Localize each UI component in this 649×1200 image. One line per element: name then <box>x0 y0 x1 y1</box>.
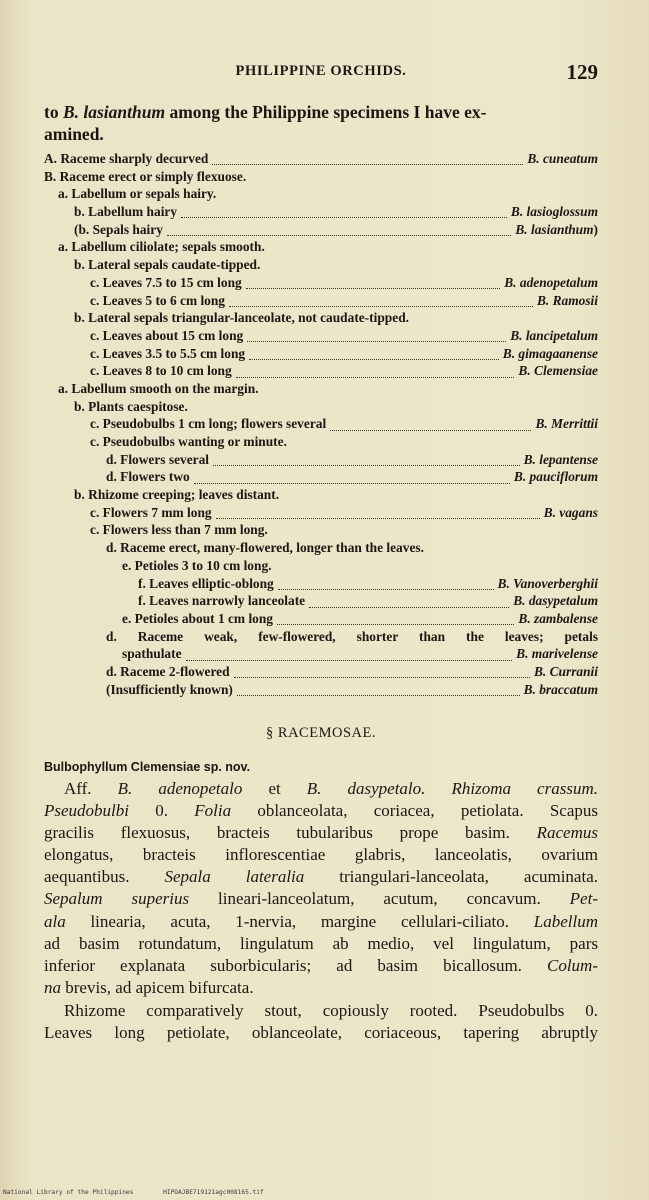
key-heading-text: b. Rhizome creeping; leaves distant. <box>74 487 280 503</box>
key-line <box>44 346 598 364</box>
dot-leader <box>186 650 513 661</box>
key-couplet-text: A. Raceme sharply decurved <box>44 151 209 166</box>
key-couplet-text: c. Flowers 7 mm long <box>90 504 212 520</box>
latin-line: Sepalum superius lineari-lanceolatum, acutum, concavum. Pet- <box>44 889 598 909</box>
dot-leader <box>249 349 499 360</box>
key-species-result: B. marivelense <box>516 646 598 662</box>
page-number: 129 <box>566 60 598 84</box>
english-line: Rhizome comparatively stout, copiously rooted. Pseudobulbs 0. <box>64 1001 598 1020</box>
key-species-result: B. gimagaanense <box>502 345 598 361</box>
dot-leader <box>246 278 501 289</box>
key-species-result: B. Merrittii <box>535 416 598 432</box>
latin-line: Pseudobulbi 0. Folia oblanceolata, coriacea, petiolata. Scapus <box>44 801 598 821</box>
key-couplet-text: d. Flowers two <box>106 469 190 485</box>
key-line <box>44 629 598 647</box>
key-line <box>44 434 598 452</box>
key-line <box>44 222 598 240</box>
dot-leader <box>237 685 520 696</box>
key-heading-text: b. Lateral sepals triangular-lanceolate, not caudate-tipped. <box>74 310 409 326</box>
latin-line: na brevis, ad apicem bifurcata. <box>44 977 254 997</box>
key-line <box>44 540 598 558</box>
key-heading-text: c. Flowers less than 7 mm long. <box>90 522 268 538</box>
key-heading-text: a. Labellum ciliolate; sepals smooth. <box>58 239 265 255</box>
key-species-result: B. Vanoverberghii <box>497 575 598 591</box>
key-couplet-text: (b. Sepals hairy <box>74 221 163 237</box>
key-couplet-text: b. Labellum hairy <box>74 204 178 220</box>
key-couplet-text: c. Leaves 7.5 to 15 cm long <box>90 274 242 290</box>
dot-leader <box>277 614 514 625</box>
species-title: Bulbophyllum Clemensiae sp. nov. <box>44 760 251 774</box>
key-couplet-text: c. Leaves 5 to 6 cm long <box>90 292 225 308</box>
key-heading-text: a. Labellum or sepals hairy. <box>58 186 217 202</box>
identification-key <box>44 151 598 699</box>
dot-leader <box>216 508 540 519</box>
key-line <box>44 558 598 576</box>
key-line <box>44 275 598 293</box>
key-species-result: B. Curranii <box>533 663 598 679</box>
english-line: Leaves long petiolate, oblanceolate, coriaceous, tapering abruptly <box>44 1023 598 1042</box>
page-header <box>44 60 598 88</box>
key-couplet-text: e. Petioles about 1 cm long <box>122 610 273 626</box>
dot-leader <box>167 225 511 236</box>
key-heading-text: b. Lateral sepals caudate-tipped. <box>74 257 261 273</box>
key-line <box>44 664 598 682</box>
key-species-result: B. Clemensiae <box>518 363 598 379</box>
latin-line: gracilis flexuosus, bracteis tubularibus prope basim. Racemus <box>44 823 598 843</box>
key-line <box>44 328 598 346</box>
latin-line: aequantibus. Sepala lateralia triangulari-lanceolata, acuminata. <box>44 867 598 887</box>
dot-leader <box>309 597 509 608</box>
dot-leader <box>234 667 530 678</box>
key-species-result: B. lasioglossum <box>510 204 598 220</box>
key-heading-text: c. Pseudobulbs wanting or minute. <box>90 434 287 449</box>
latin-line: inferior explanata suborbicularis; ad basim bicallosum. Colum- <box>44 955 598 975</box>
key-heading-text: d. Raceme erect, many-flowered, longer than the leaves. <box>106 540 424 556</box>
key-species-result: B. zambalense <box>518 610 598 626</box>
english-description <box>44 1000 598 1044</box>
dot-leader <box>330 420 531 431</box>
footer-library: National Library of the Philippines <box>3 1189 134 1196</box>
dot-leader <box>181 207 507 218</box>
dot-leader <box>212 154 523 165</box>
key-line <box>44 593 598 611</box>
section-heading: § RACEMOSAE. <box>266 725 376 741</box>
dot-leader <box>213 455 520 466</box>
key-couplet-text: c. Leaves about 15 cm long <box>90 327 244 343</box>
key-line <box>44 204 598 222</box>
intro-paragraph <box>44 101 598 145</box>
intro-species-name: B. lasianthum <box>62 102 166 122</box>
intro-text: amined. <box>44 124 104 144</box>
key-couplet-text: (Insufficiently known) <box>106 681 233 697</box>
key-species-result: B. adenopetalum <box>504 274 598 290</box>
key-heading-text: a. Labellum smooth on the margin. <box>58 380 259 396</box>
key-heading-text: d. Raceme weak, few-flowered, shorter than the leaves; petals <box>106 628 598 644</box>
key-couplet-text: c. Leaves 3.5 to 5.5 cm long <box>90 345 246 361</box>
key-heading-text: B. Raceme erect or simply flexuose. <box>44 168 247 184</box>
key-couplet-text: spathulate <box>122 646 182 662</box>
key-species-result: B. lepantense <box>523 451 598 467</box>
dot-leader <box>236 367 515 378</box>
key-line <box>44 186 598 204</box>
key-species-result: B. cuneatum <box>527 151 598 166</box>
key-line <box>44 239 598 257</box>
key-species-result: B. pauciflorum <box>513 469 598 485</box>
key-couplet-text: c. Pseudobulbs 1 cm long; flowers several <box>90 416 327 432</box>
key-couplet-text: f. Leaves elliptic-oblong <box>138 575 274 591</box>
dot-leader <box>229 296 533 307</box>
key-line <box>44 522 598 540</box>
footer-filename: HIPOAJBE719121agc008165.tif <box>163 1189 264 1196</box>
key-line <box>44 576 598 594</box>
latin-line: ad basim rotundatum, lingulatum ab medio, vel lingulatum, pars <box>44 933 598 953</box>
key-line <box>44 310 598 328</box>
key-line <box>44 487 598 505</box>
dot-leader <box>247 331 506 342</box>
key-couplet-text: d. Raceme 2-flowered <box>106 663 230 679</box>
key-line <box>44 363 598 381</box>
intro-text: among the Philippine specimens I have ex- <box>165 102 487 122</box>
key-line <box>44 646 598 664</box>
key-line <box>44 257 598 275</box>
key-line <box>44 399 598 417</box>
latin-line: elongatus, bracteis inflorescentiae glabris, lanceolatis, ovarium <box>44 845 598 865</box>
dot-leader <box>194 473 510 484</box>
scan-footer <box>3 1189 643 1196</box>
key-line <box>44 452 598 470</box>
key-line <box>44 381 598 399</box>
key-line <box>44 611 598 629</box>
key-line <box>44 293 598 311</box>
key-species-result: B. lancipetalum <box>510 327 598 343</box>
key-species-result: B. braccatum <box>523 681 598 697</box>
key-species-result: B. lasianthum <box>515 221 594 237</box>
key-heading-text: b. Plants caespitose. <box>74 398 188 414</box>
latin-line: Aff. B. adenopetalo et B. dasypetalo. Rhizoma crassum. <box>64 779 598 798</box>
latin-line: ala linearia, acuta, 1-nervia, margine cellulari-ciliato. Labellum <box>44 911 598 931</box>
key-couplet-text: d. Flowers several <box>106 451 210 467</box>
dot-leader <box>278 579 494 590</box>
key-couplet-text: c. Leaves 8 to 10 cm long <box>90 363 232 379</box>
intro-text: to <box>44 102 63 122</box>
key-suffix: ) <box>593 221 598 237</box>
key-line <box>44 151 598 169</box>
latin-description <box>44 778 598 999</box>
key-heading-text: e. Petioles 3 to 10 cm long. <box>122 557 272 573</box>
key-species-result: B. vagans <box>543 504 598 520</box>
key-line <box>44 169 598 187</box>
key-couplet-text: f. Leaves narrowly lanceolate <box>138 593 306 609</box>
key-line <box>44 505 598 523</box>
key-species-result: B. dasypetalum <box>513 593 598 609</box>
running-head: PHILIPPINE ORCHIDS. <box>235 63 407 79</box>
key-line <box>44 416 598 434</box>
key-species-result: B. Ramosii <box>536 292 598 308</box>
key-line <box>44 469 598 487</box>
key-line <box>44 682 598 700</box>
